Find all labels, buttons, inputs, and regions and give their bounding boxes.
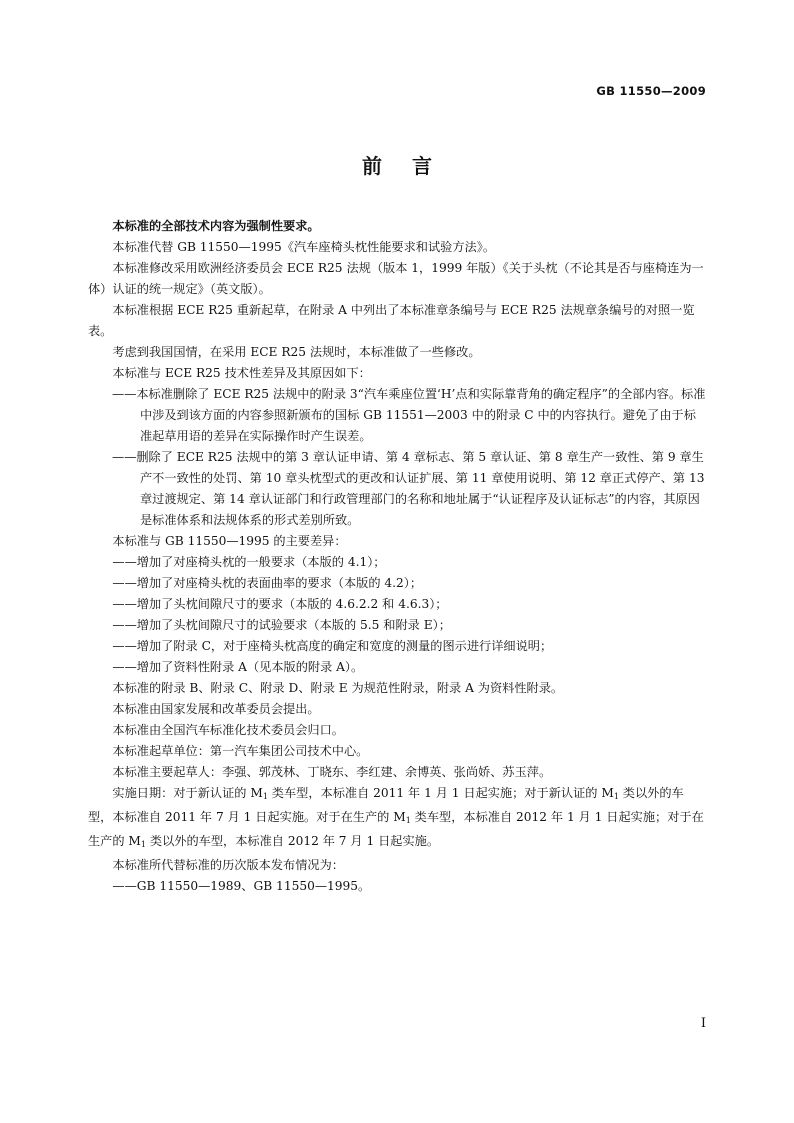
implementation-date [88,783,708,855]
paragraph: 本标准修改采用欧洲经济委员会 ECE R25 法规（版本 1，1999 年版）《关于头枕（不论其是否与座椅连为一体）认证的统一规定》（英文版）。 [88,261,704,296]
list-item: ——增加了附录 C，对于座椅头枕高度的确定和宽度的测量的图示进行详细说明； [112,639,553,653]
paragraph: 本标准主要起草人：李强、郭茂林、丁晓东、李红建、余博英、张尚娇、苏玉萍。 [112,765,552,779]
paragraph: 本标准根据 ECE R25 重新起草，在附录 A 中列出了本标准章条编号与 ECE R25 法规章条编号的对照一览表。 [88,303,695,338]
text-run: 类车型，本标准自 2012 年 1 月 1 日起实施；对于在生产的 M [88,810,704,848]
list-item: ——GB 11550—1989、GB 11550—1995。 [112,879,371,893]
text-run: 类以外的车型，本标准自 2012 年 7 月 1 日起实施。 [146,834,440,848]
paragraph: 本标准的附录 B、附录 C、附录 D、附录 E 为规范性附录，附录 A 为资料性附录。 [112,681,564,695]
subscript: 1 [405,816,411,825]
text-run: 类以外的车型，本标准自 2011 年 7 月 1 日起实施。对于在生产的 M [88,786,684,824]
list-item: ——增加了资料性附录 A（见本版的附录 A）。 [112,660,364,674]
list-item: ——本标准删除了 ECE R25 法规中的附录 3“汽车乘座位置‘H’点和实际靠背角的确定程序”的全部内容。标准中涉及到该方面的内容参照新颁布的国标 GB 11551—2003 中的附录 C 中的内容执行。避免了由于标准起草用语的差异在实际操作时产生误差。 [112,387,706,443]
page-number: I [700,1016,706,1031]
paragraph: 本标准由国家发展和改革委员会提出。 [112,702,320,716]
text-run: 实施日期：对于新认证的 M [112,786,263,800]
mandatory-statement: 本标准的全部技术内容为强制性要求。 [112,219,320,233]
paragraph: 本标准由全国汽车标准化技术委员会归口。 [112,723,344,737]
list-item: ——增加了对座椅头枕的一般要求（本版的 4.1）； [112,555,386,569]
subscript: 1 [613,792,619,801]
list-item: ——增加了头枕间隙尺寸的要求（本版的 4.6.2.2 和 4.6.3）； [112,597,448,611]
foreword-body [88,216,708,897]
paragraph: 本标准所代替标准的历次版本发布情况为： [112,858,344,872]
paragraph: 本标准与 ECE R25 技术性差异及其原因如下： [112,366,371,380]
list-item: ——增加了对座椅头枕的表面曲率的要求（本版的 4.2）； [112,576,423,590]
list-item: ——删除了 ECE R25 法规中的第 3 章认证申请、第 4 章标志、第 5 章认证、第 8 章生产一致性、第 9 章生产不一致性的处罚、第 10 章头枕型式的更改和认证扩展、第 11 章使用说明、第 12 章正式停产、第 13 章过渡规定、第 14 章认证部门和行政管理部门的名称和地址属于“认证程序及认证标志”的内容，其原因是标准体系和法规体系的形式差别所致。 [112,450,705,527]
paragraph: 本标准代替 GB 11550—1995《汽车座椅头枕性能要求和试验方法》。 [112,240,496,254]
standard-number: GB 11550—2009 [596,84,706,98]
page-title: 前言 [362,154,462,178]
list-item: ——增加了头枕间隙尺寸的试验要求（本版的 5.5 和附录 E）； [112,618,451,632]
subscript: 1 [140,840,147,849]
paragraph: 考虑到我国国情，在采用 ECE R25 法规时，本标准做了一些修改。 [112,345,481,359]
paragraph: 本标准与 GB 11550—1995 的主要差异： [112,534,347,548]
subscript: 1 [262,792,268,801]
paragraph: 本标准起草单位：第一汽车集团公司技术中心。 [112,744,369,758]
text-run: 类车型，本标准自 2011 年 1 月 1 日起实施；对于新认证的 M [267,786,614,800]
